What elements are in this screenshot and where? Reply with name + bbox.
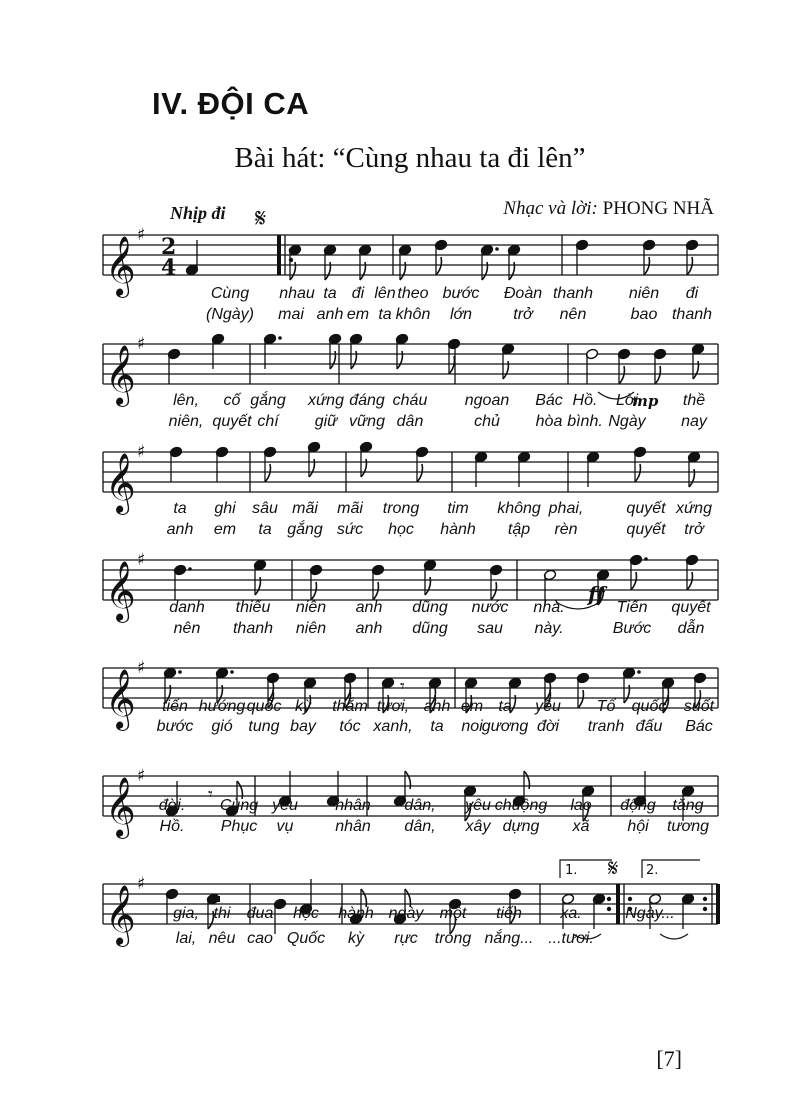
lyric-syllable: giữ bbox=[314, 413, 338, 430]
lyric-syllable: nên bbox=[173, 620, 201, 637]
dot bbox=[278, 336, 282, 340]
lyric-syllable: ta bbox=[173, 500, 187, 517]
lyric-syllable: em bbox=[213, 521, 237, 538]
lyric-syllable: lao bbox=[570, 797, 592, 814]
lyric-syllable: bao bbox=[630, 306, 658, 323]
lyric-syllable: dân, bbox=[404, 797, 436, 814]
lyric-syllable: hành bbox=[338, 905, 374, 922]
dynamic-mp: mp bbox=[632, 392, 659, 410]
lyric-syllable: gương bbox=[481, 718, 529, 735]
lyric-syllable: Đoàn bbox=[503, 285, 543, 302]
section-title: IV. ĐỘI CA bbox=[152, 86, 310, 121]
dot bbox=[637, 670, 641, 674]
lyric-syllable: mai bbox=[278, 306, 304, 323]
note-flag bbox=[687, 257, 692, 275]
lyric-syllable: Ngày bbox=[608, 413, 646, 430]
sharp-icon: ♯ bbox=[137, 658, 146, 678]
treble-clef-icon: 𝄞 bbox=[105, 885, 136, 945]
lyric-syllable: tương bbox=[666, 818, 710, 835]
first-ending: 1. bbox=[565, 863, 578, 878]
lyric-syllable: cao bbox=[247, 930, 273, 947]
lyric-syllable: hội bbox=[627, 818, 649, 835]
lyric-syllable: xây bbox=[465, 818, 491, 835]
sharp-icon: ♯ bbox=[137, 766, 146, 786]
repeat-dot bbox=[607, 897, 611, 901]
lyric-syllable: yêu bbox=[272, 797, 298, 814]
lyric-syllable: dẫn bbox=[677, 620, 705, 637]
lyric-syllable: hòa bbox=[535, 413, 563, 430]
lyric-syllable: tiến bbox=[162, 698, 188, 715]
lyric-syllable: trong bbox=[434, 930, 472, 947]
lyric-syllable: xanh, bbox=[373, 718, 413, 735]
lyric-syllable: lên, bbox=[173, 392, 199, 409]
lyric-syllable: không bbox=[497, 500, 541, 517]
note-flag bbox=[644, 257, 649, 275]
eighth-rest-icon bbox=[214, 896, 220, 902]
lyric-syllable: niên bbox=[295, 599, 327, 616]
lyric-syllable: thanh bbox=[232, 620, 274, 637]
lyric-syllable: anh bbox=[355, 620, 383, 637]
lyric-syllable: hành bbox=[440, 521, 476, 538]
lyric-syllable: niên, bbox=[168, 413, 204, 430]
sharp-icon: ♯ bbox=[137, 874, 146, 894]
lyric-syllable: ta bbox=[430, 718, 444, 735]
lyric-syllable: suốt bbox=[683, 698, 715, 715]
lyric-syllable: đấu bbox=[635, 718, 663, 735]
note-flag bbox=[373, 582, 378, 600]
lyric-syllable: bước bbox=[156, 718, 194, 735]
lyric-syllable: xã bbox=[572, 818, 590, 835]
lyric-syllable: Bác bbox=[535, 392, 563, 409]
lyric-syllable: đua bbox=[246, 905, 274, 922]
segno-icon: 𝄋 bbox=[255, 205, 267, 234]
lyric-syllable: niên bbox=[628, 285, 660, 302]
lyric-syllable: khôn bbox=[395, 306, 431, 323]
lyric-syllable: anh bbox=[423, 698, 451, 715]
lyric-syllable: theo bbox=[397, 285, 429, 302]
note-flag bbox=[655, 366, 660, 384]
lyric-syllable: ghi bbox=[214, 500, 236, 517]
lyric-syllable: nhân bbox=[335, 818, 371, 835]
lyric-syllable: tóc bbox=[339, 718, 361, 735]
lyric-syllable: ngoan bbox=[464, 392, 510, 409]
lyric-syllable: (Ngày) bbox=[205, 306, 255, 323]
time-signature-top: 2 bbox=[161, 234, 177, 260]
segno-icon: 𝄋 bbox=[608, 854, 619, 882]
lyric-line bbox=[0, 521, 800, 541]
lyric-syllable: nước bbox=[471, 599, 509, 616]
lyric-syllable: gắng bbox=[287, 521, 323, 538]
note-flag bbox=[635, 464, 640, 482]
lyric-syllable: cháu bbox=[392, 392, 428, 409]
lyric-syllable: trong bbox=[382, 500, 420, 517]
lyric-syllable: thanh bbox=[552, 285, 594, 302]
lyric-syllable: nắng... bbox=[484, 930, 534, 947]
lyric-syllable: dân, bbox=[404, 818, 436, 835]
lyric-syllable: niên bbox=[295, 620, 327, 637]
lyric-line bbox=[0, 392, 800, 412]
lyric-syllable: nay bbox=[681, 413, 707, 430]
dot bbox=[230, 670, 234, 674]
lyric-syllable: em bbox=[346, 306, 370, 323]
lyric-line bbox=[0, 285, 800, 305]
lyric-syllable: anh bbox=[316, 306, 344, 323]
lyric-line bbox=[0, 818, 800, 838]
lyric-syllable: sâu bbox=[252, 500, 278, 517]
lyric-line bbox=[0, 905, 800, 925]
lyric-syllable: lớn bbox=[449, 306, 473, 323]
lyric-line bbox=[0, 413, 800, 433]
lyric-syllable: nêu bbox=[208, 930, 236, 947]
lyric-syllable: kỳ bbox=[295, 698, 311, 715]
lyric-syllable: gia, bbox=[173, 905, 199, 922]
lyric-syllable: yêu bbox=[535, 698, 561, 715]
note-flag bbox=[687, 572, 692, 590]
lyric-syllable: đi bbox=[685, 285, 699, 302]
lyric-syllable: tim bbox=[447, 500, 469, 517]
lyric-syllable: chuộng bbox=[494, 797, 548, 814]
lyric-syllable: Tổ bbox=[596, 698, 616, 715]
note-flag bbox=[619, 366, 624, 384]
lyric-line bbox=[0, 698, 800, 718]
note-flag bbox=[265, 464, 270, 482]
note-flag bbox=[449, 356, 454, 374]
lyric-syllable: phai, bbox=[548, 500, 584, 517]
lyric-syllable: danh bbox=[169, 599, 205, 616]
page-number: [7] bbox=[656, 1046, 682, 1071]
lyric-syllable: sức bbox=[336, 521, 364, 538]
lyric-line bbox=[0, 930, 800, 950]
lyric-syllable: vững bbox=[349, 413, 385, 430]
lyric-syllable: lên bbox=[374, 285, 396, 302]
lyric-syllable: ngày bbox=[388, 905, 424, 922]
dot bbox=[495, 247, 499, 251]
lyric-syllable: Cùng bbox=[219, 797, 259, 814]
lyric-syllable: học bbox=[388, 521, 414, 538]
lyric-syllable: quyết bbox=[212, 413, 252, 430]
sharp-icon: ♯ bbox=[137, 225, 146, 245]
lyric-syllable: Lời bbox=[615, 392, 639, 409]
lyric-syllable: Tiến bbox=[616, 599, 648, 616]
lyric-syllable: Phục bbox=[220, 818, 258, 835]
note-flag bbox=[311, 582, 316, 600]
lyric-syllable: lai, bbox=[175, 930, 197, 947]
lyric-syllable: tăng bbox=[672, 797, 704, 814]
sharp-icon: ♯ bbox=[137, 550, 146, 570]
lyric-syllable: tươi, bbox=[376, 698, 410, 715]
lyric-syllable: bay bbox=[290, 718, 316, 735]
lyric-syllable: đời bbox=[536, 718, 560, 735]
lyric-syllable: mãi bbox=[337, 500, 363, 517]
lyric-line bbox=[0, 599, 800, 619]
lyric-syllable: rèn bbox=[554, 521, 578, 538]
lyric-syllable: tập bbox=[507, 521, 531, 538]
lyric-syllable: thiếu bbox=[235, 599, 271, 616]
lyric-syllable: nhau bbox=[279, 285, 315, 302]
lyric-syllable: Bác bbox=[685, 718, 713, 735]
lyric-syllable: thắm bbox=[332, 698, 368, 715]
lyric-line bbox=[0, 306, 800, 326]
lyric-syllable: trở bbox=[513, 306, 533, 323]
lyric-line bbox=[0, 718, 800, 738]
lyric-syllable: Quốc bbox=[286, 930, 326, 947]
lyric-syllable: một bbox=[439, 905, 467, 922]
sharp-icon: ♯ bbox=[137, 334, 146, 354]
dot bbox=[644, 557, 648, 561]
lyric-syllable: gió bbox=[211, 718, 233, 735]
time-signature-bottom: 4 bbox=[161, 255, 177, 281]
song-title: Bài hát: “Cùng nhau ta đi lên” bbox=[234, 142, 586, 174]
treble-clef-icon: 𝄞 bbox=[105, 236, 136, 296]
lyric-syllable: đi bbox=[351, 285, 365, 302]
dot bbox=[188, 567, 192, 571]
lyric-syllable: chủ bbox=[474, 413, 500, 430]
lyric-syllable: dân bbox=[396, 413, 424, 430]
note-flag bbox=[436, 257, 441, 275]
lyric-syllable: kỳ bbox=[348, 930, 364, 947]
lyric-syllable: tiến bbox=[496, 905, 522, 922]
lyric-syllable: Bước bbox=[612, 620, 652, 637]
lyric-syllable: học bbox=[293, 905, 319, 922]
lyric-syllable: quyết bbox=[626, 521, 666, 538]
lyric-syllable: gắng bbox=[250, 392, 286, 409]
lyric-syllable: nhân bbox=[335, 797, 371, 814]
lyric-syllable: Cùng bbox=[210, 285, 250, 302]
treble-clef-icon: 𝄞 bbox=[105, 777, 136, 837]
eighth-rest-icon: 𝄾 bbox=[400, 676, 405, 697]
composer-name: PHONG NHÃ bbox=[602, 198, 714, 219]
lyric-syllable: quốc bbox=[631, 698, 667, 715]
lyric-syllable: quyết bbox=[626, 500, 666, 517]
lyric-syllable: dũng bbox=[412, 620, 448, 637]
lyric-syllable: hướng bbox=[198, 698, 246, 715]
lyric-syllable: tung bbox=[248, 718, 280, 735]
lyric-syllable: bình. bbox=[567, 413, 603, 430]
lyric-syllable: Hồ. bbox=[572, 392, 598, 409]
lyric-line bbox=[0, 500, 800, 520]
treble-clef-icon: 𝄞 bbox=[105, 561, 136, 621]
lyric-line bbox=[0, 620, 800, 640]
lyric-syllable: quyết bbox=[671, 599, 711, 616]
lyric-syllable: em bbox=[460, 698, 484, 715]
tempo-marking: Nhịp đi bbox=[170, 203, 226, 223]
lyric-syllable: bước bbox=[442, 285, 480, 302]
note-flag bbox=[417, 464, 422, 482]
lyric-syllable: yêu bbox=[465, 797, 491, 814]
lyric-syllable: Ngày... bbox=[625, 905, 675, 922]
dynamic-ff: ff bbox=[588, 582, 605, 606]
lyric-syllable: này. bbox=[534, 620, 564, 637]
lyric-syllable: ...tươi. bbox=[548, 930, 594, 947]
lyric-syllable: Hồ. bbox=[159, 818, 185, 835]
lyric-syllable: xứng bbox=[676, 500, 712, 517]
lyric-syllable: xứng bbox=[308, 392, 344, 409]
lyric-syllable: mãi bbox=[292, 500, 318, 517]
lyric-syllable: sau bbox=[477, 620, 503, 637]
lyric-syllable: xa. bbox=[560, 905, 582, 922]
lyric-syllable: đáng bbox=[349, 392, 385, 409]
lyric-syllable: ta bbox=[378, 306, 392, 323]
repeat-dot bbox=[628, 897, 632, 901]
lyric-syllable: trở bbox=[684, 521, 704, 538]
treble-clef-icon: 𝄞 bbox=[105, 669, 136, 729]
lyric-syllable: thi bbox=[213, 905, 231, 922]
composer-label: Nhạc và lời: bbox=[503, 198, 598, 219]
eighth-rest-icon: 𝄾 bbox=[208, 784, 213, 805]
sharp-icon: ♯ bbox=[137, 442, 146, 462]
lyric-syllable: thanh bbox=[671, 306, 713, 323]
dot bbox=[178, 670, 182, 674]
treble-clef-icon: 𝄞 bbox=[105, 453, 136, 513]
lyric-syllable: ta bbox=[498, 698, 512, 715]
lyric-syllable: cố bbox=[223, 392, 241, 409]
lyric-syllable: ta bbox=[323, 285, 337, 302]
lyric-syllable: dũng bbox=[412, 599, 448, 616]
lyric-syllable: thề bbox=[682, 392, 706, 409]
lyric-syllable: đời. bbox=[158, 797, 186, 814]
lyric-syllable: động bbox=[620, 797, 656, 814]
lyric-syllable: rực bbox=[394, 930, 418, 947]
lyric-syllable: nhà. bbox=[533, 599, 565, 616]
lyric-syllable: nên bbox=[559, 306, 587, 323]
lyric-syllable: tranh bbox=[587, 718, 625, 735]
treble-clef-icon: 𝄞 bbox=[105, 345, 136, 405]
lyric-syllable: ta bbox=[258, 521, 272, 538]
note-flag bbox=[631, 572, 636, 590]
lyric-line bbox=[0, 797, 800, 817]
lyric-syllable: vụ bbox=[276, 818, 294, 835]
lyric-syllable: anh bbox=[355, 599, 383, 616]
lyric-syllable: dựng bbox=[502, 818, 540, 835]
repeat-dot bbox=[703, 897, 707, 901]
note-flag bbox=[491, 582, 496, 600]
second-ending: 2. bbox=[646, 863, 659, 878]
lyric-syllable: anh bbox=[166, 521, 194, 538]
lyric-syllable: quốc bbox=[246, 698, 282, 715]
lyric-syllable: noi bbox=[461, 718, 483, 735]
lyric-syllable: chí bbox=[257, 413, 279, 430]
